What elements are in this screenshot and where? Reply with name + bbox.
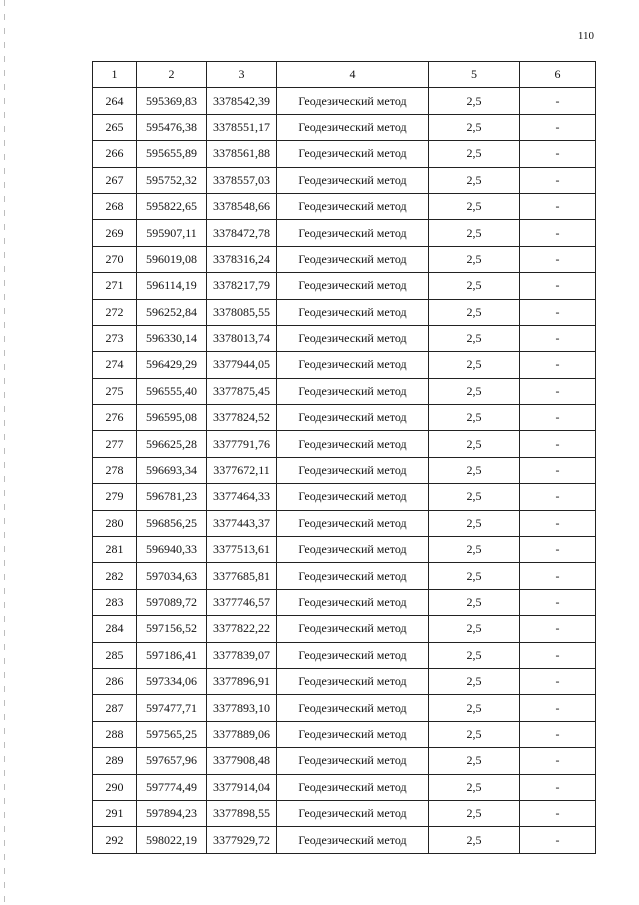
note-cell: -	[520, 721, 596, 747]
note-cell: -	[520, 748, 596, 774]
y-coordinate-cell: 3377944,05	[207, 352, 277, 378]
page-number: 110	[577, 30, 594, 42]
point-number-cell: 292	[93, 827, 137, 853]
note-cell: -	[520, 114, 596, 140]
point-number-cell: 289	[93, 748, 137, 774]
table-row	[93, 642, 596, 668]
y-coordinate-cell: 3378316,24	[207, 246, 277, 272]
point-number-cell: 269	[93, 220, 137, 246]
accuracy-cell: 2,5	[429, 325, 520, 351]
x-coordinate-cell: 597657,96	[137, 748, 207, 774]
note-cell: -	[520, 695, 596, 721]
x-coordinate-cell: 596856,25	[137, 510, 207, 536]
x-coordinate-cell: 597089,72	[137, 589, 207, 615]
accuracy-cell: 2,5	[429, 616, 520, 642]
note-cell: -	[520, 510, 596, 536]
y-coordinate-cell: 3377443,37	[207, 510, 277, 536]
point-number-cell: 270	[93, 246, 137, 272]
y-coordinate-cell: 3377464,33	[207, 484, 277, 510]
accuracy-cell: 2,5	[429, 431, 520, 457]
column-header: 1	[93, 62, 137, 88]
point-number-cell: 284	[93, 616, 137, 642]
x-coordinate-cell: 597477,71	[137, 695, 207, 721]
x-coordinate-cell: 596625,28	[137, 431, 207, 457]
table-row	[93, 405, 596, 431]
y-coordinate-cell: 3377929,72	[207, 827, 277, 853]
y-coordinate-cell: 3377513,61	[207, 537, 277, 563]
table-row	[93, 220, 596, 246]
accuracy-cell: 2,5	[429, 352, 520, 378]
point-number-cell: 266	[93, 141, 137, 167]
note-cell: -	[520, 827, 596, 853]
x-coordinate-cell: 597894,23	[137, 800, 207, 826]
y-coordinate-cell: 3378085,55	[207, 299, 277, 325]
accuracy-cell: 2,5	[429, 246, 520, 272]
method-cell: Геодезический метод	[277, 668, 429, 694]
method-cell: Геодезический метод	[277, 299, 429, 325]
x-coordinate-cell: 597156,52	[137, 616, 207, 642]
accuracy-cell: 2,5	[429, 141, 520, 167]
table-row	[93, 616, 596, 642]
table-row	[93, 431, 596, 457]
y-coordinate-cell: 3377914,04	[207, 774, 277, 800]
point-number-cell: 282	[93, 563, 137, 589]
table-row	[93, 378, 596, 404]
y-coordinate-cell: 3378561,88	[207, 141, 277, 167]
x-coordinate-cell: 596252,84	[137, 299, 207, 325]
note-cell: -	[520, 774, 596, 800]
x-coordinate-cell: 596114,19	[137, 273, 207, 299]
accuracy-cell: 2,5	[429, 721, 520, 747]
note-cell: -	[520, 642, 596, 668]
point-number-cell: 285	[93, 642, 137, 668]
accuracy-cell: 2,5	[429, 695, 520, 721]
x-coordinate-cell: 596595,08	[137, 405, 207, 431]
method-cell: Геодезический метод	[277, 431, 429, 457]
y-coordinate-cell: 3377791,76	[207, 431, 277, 457]
table-row	[93, 114, 596, 140]
accuracy-cell: 2,5	[429, 114, 520, 140]
y-coordinate-cell: 3377908,48	[207, 748, 277, 774]
method-cell: Геодезический метод	[277, 88, 429, 114]
header-row	[93, 62, 596, 88]
note-cell: -	[520, 220, 596, 246]
x-coordinate-cell: 597565,25	[137, 721, 207, 747]
table-row	[93, 537, 596, 563]
y-coordinate-cell: 3377896,91	[207, 668, 277, 694]
note-cell: -	[520, 352, 596, 378]
x-coordinate-cell: 597034,63	[137, 563, 207, 589]
point-number-cell: 264	[93, 88, 137, 114]
column-header: 6	[520, 62, 596, 88]
note-cell: -	[520, 405, 596, 431]
note-cell: -	[520, 141, 596, 167]
y-coordinate-cell: 3378548,66	[207, 193, 277, 219]
y-coordinate-cell: 3378472,78	[207, 220, 277, 246]
column-header: 4	[277, 62, 429, 88]
accuracy-cell: 2,5	[429, 668, 520, 694]
note-cell: -	[520, 325, 596, 351]
y-coordinate-cell: 3378542,39	[207, 88, 277, 114]
y-coordinate-cell: 3377889,06	[207, 721, 277, 747]
method-cell: Геодезический метод	[277, 167, 429, 193]
table-row	[93, 325, 596, 351]
table-row	[93, 774, 596, 800]
y-coordinate-cell: 3378217,79	[207, 273, 277, 299]
accuracy-cell: 2,5	[429, 220, 520, 246]
method-cell: Геодезический метод	[277, 193, 429, 219]
column-header: 2	[137, 62, 207, 88]
note-cell: -	[520, 563, 596, 589]
accuracy-cell: 2,5	[429, 563, 520, 589]
method-cell: Геодезический метод	[277, 246, 429, 272]
note-cell: -	[520, 616, 596, 642]
accuracy-cell: 2,5	[429, 167, 520, 193]
method-cell: Геодезический метод	[277, 457, 429, 483]
point-number-cell: 274	[93, 352, 137, 378]
x-coordinate-cell: 595369,83	[137, 88, 207, 114]
note-cell: -	[520, 668, 596, 694]
method-cell: Геодезический метод	[277, 748, 429, 774]
note-cell: -	[520, 589, 596, 615]
method-cell: Геодезический метод	[277, 537, 429, 563]
method-cell: Геодезический метод	[277, 800, 429, 826]
accuracy-cell: 2,5	[429, 484, 520, 510]
point-number-cell: 283	[93, 589, 137, 615]
table-row	[93, 563, 596, 589]
point-number-cell: 267	[93, 167, 137, 193]
point-number-cell: 273	[93, 325, 137, 351]
method-cell: Геодезический метод	[277, 563, 429, 589]
note-cell: -	[520, 167, 596, 193]
point-number-cell: 291	[93, 800, 137, 826]
x-coordinate-cell: 595655,89	[137, 141, 207, 167]
x-coordinate-cell: 597334,06	[137, 668, 207, 694]
x-coordinate-cell: 596429,29	[137, 352, 207, 378]
method-cell: Геодезический метод	[277, 220, 429, 246]
x-coordinate-cell: 596940,33	[137, 537, 207, 563]
point-number-cell: 286	[93, 668, 137, 694]
accuracy-cell: 2,5	[429, 510, 520, 536]
x-coordinate-cell: 597774,49	[137, 774, 207, 800]
table-row	[93, 193, 596, 219]
point-number-cell: 287	[93, 695, 137, 721]
note-cell: -	[520, 800, 596, 826]
method-cell: Геодезический метод	[277, 642, 429, 668]
x-coordinate-cell: 598022,19	[137, 827, 207, 853]
table-row	[93, 299, 596, 325]
point-number-cell: 265	[93, 114, 137, 140]
table-row	[93, 668, 596, 694]
note-cell: -	[520, 457, 596, 483]
coordinates-table	[92, 61, 596, 854]
accuracy-cell: 2,5	[429, 537, 520, 563]
accuracy-cell: 2,5	[429, 273, 520, 299]
point-number-cell: 275	[93, 378, 137, 404]
table-row	[93, 510, 596, 536]
table-row	[93, 748, 596, 774]
table-body	[93, 88, 596, 853]
page-binding-edge	[4, 0, 5, 905]
y-coordinate-cell: 3377839,07	[207, 642, 277, 668]
y-coordinate-cell: 3377824,52	[207, 405, 277, 431]
point-number-cell: 288	[93, 721, 137, 747]
point-number-cell: 272	[93, 299, 137, 325]
y-coordinate-cell: 3377875,45	[207, 378, 277, 404]
note-cell: -	[520, 88, 596, 114]
table-row	[93, 352, 596, 378]
y-coordinate-cell: 3378013,74	[207, 325, 277, 351]
point-number-cell: 278	[93, 457, 137, 483]
x-coordinate-cell: 595822,65	[137, 193, 207, 219]
x-coordinate-cell: 595907,11	[137, 220, 207, 246]
accuracy-cell: 2,5	[429, 800, 520, 826]
point-number-cell: 290	[93, 774, 137, 800]
table-row	[93, 589, 596, 615]
x-coordinate-cell: 596555,40	[137, 378, 207, 404]
method-cell: Геодезический метод	[277, 141, 429, 167]
accuracy-cell: 2,5	[429, 299, 520, 325]
column-header: 3	[207, 62, 277, 88]
table-row	[93, 141, 596, 167]
x-coordinate-cell: 597186,41	[137, 642, 207, 668]
column-header: 5	[429, 62, 520, 88]
table-row	[93, 88, 596, 114]
accuracy-cell: 2,5	[429, 642, 520, 668]
method-cell: Геодезический метод	[277, 273, 429, 299]
table-row	[93, 457, 596, 483]
accuracy-cell: 2,5	[429, 193, 520, 219]
y-coordinate-cell: 3377685,81	[207, 563, 277, 589]
x-coordinate-cell: 596019,08	[137, 246, 207, 272]
note-cell: -	[520, 273, 596, 299]
method-cell: Геодезический метод	[277, 589, 429, 615]
note-cell: -	[520, 431, 596, 457]
table-header	[93, 62, 596, 88]
accuracy-cell: 2,5	[429, 88, 520, 114]
accuracy-cell: 2,5	[429, 378, 520, 404]
method-cell: Геодезический метод	[277, 114, 429, 140]
method-cell: Геодезический метод	[277, 510, 429, 536]
table-row	[93, 273, 596, 299]
x-coordinate-cell: 596330,14	[137, 325, 207, 351]
accuracy-cell: 2,5	[429, 748, 520, 774]
method-cell: Геодезический метод	[277, 405, 429, 431]
point-number-cell: 281	[93, 537, 137, 563]
method-cell: Геодезический метод	[277, 721, 429, 747]
table-row	[93, 246, 596, 272]
accuracy-cell: 2,5	[429, 589, 520, 615]
note-cell: -	[520, 537, 596, 563]
x-coordinate-cell: 595752,32	[137, 167, 207, 193]
table-row	[93, 695, 596, 721]
table-row	[93, 167, 596, 193]
accuracy-cell: 2,5	[429, 405, 520, 431]
method-cell: Геодезический метод	[277, 774, 429, 800]
method-cell: Геодезический метод	[277, 352, 429, 378]
x-coordinate-cell: 596781,23	[137, 484, 207, 510]
note-cell: -	[520, 193, 596, 219]
point-number-cell: 268	[93, 193, 137, 219]
y-coordinate-cell: 3377672,11	[207, 457, 277, 483]
method-cell: Геодезический метод	[277, 616, 429, 642]
method-cell: Геодезический метод	[277, 827, 429, 853]
table-row	[93, 827, 596, 853]
point-number-cell: 277	[93, 431, 137, 457]
y-coordinate-cell: 3377746,57	[207, 589, 277, 615]
note-cell: -	[520, 299, 596, 325]
note-cell: -	[520, 378, 596, 404]
note-cell: -	[520, 484, 596, 510]
point-number-cell: 276	[93, 405, 137, 431]
y-coordinate-cell: 3378551,17	[207, 114, 277, 140]
accuracy-cell: 2,5	[429, 827, 520, 853]
table-row	[93, 721, 596, 747]
y-coordinate-cell: 3378557,03	[207, 167, 277, 193]
accuracy-cell: 2,5	[429, 457, 520, 483]
accuracy-cell: 2,5	[429, 774, 520, 800]
method-cell: Геодезический метод	[277, 378, 429, 404]
point-number-cell: 280	[93, 510, 137, 536]
x-coordinate-cell: 595476,38	[137, 114, 207, 140]
point-number-cell: 279	[93, 484, 137, 510]
note-cell: -	[520, 246, 596, 272]
x-coordinate-cell: 596693,34	[137, 457, 207, 483]
method-cell: Геодезический метод	[277, 484, 429, 510]
point-number-cell: 271	[93, 273, 137, 299]
method-cell: Геодезический метод	[277, 695, 429, 721]
method-cell: Геодезический метод	[277, 325, 429, 351]
y-coordinate-cell: 3377893,10	[207, 695, 277, 721]
table-row	[93, 484, 596, 510]
table-row	[93, 800, 596, 826]
y-coordinate-cell: 3377822,22	[207, 616, 277, 642]
y-coordinate-cell: 3377898,55	[207, 800, 277, 826]
